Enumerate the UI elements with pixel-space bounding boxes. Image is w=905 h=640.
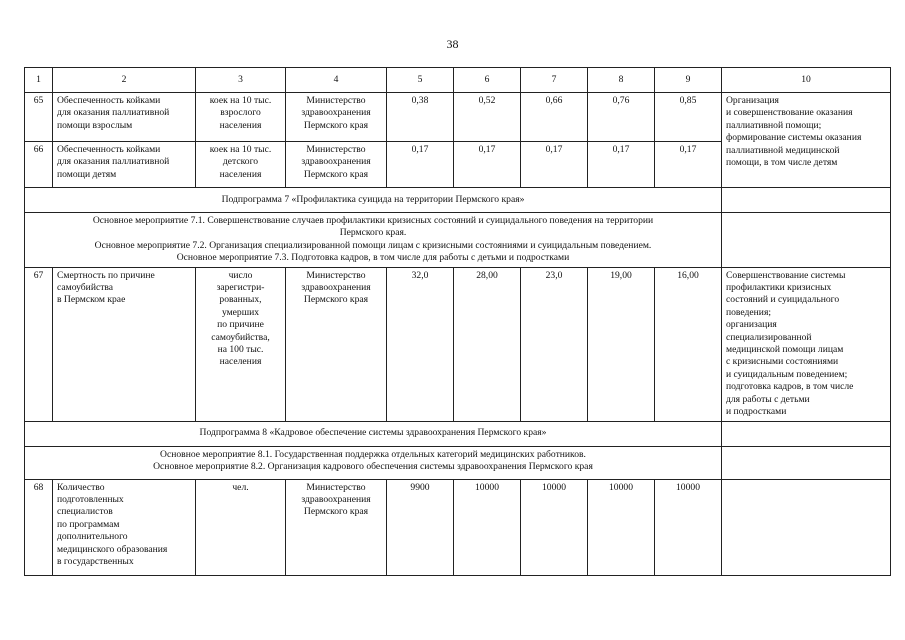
column-number: 9	[655, 68, 722, 93]
empty-cell	[722, 479, 891, 575]
column-number: 1	[25, 68, 53, 93]
empty-cell	[722, 213, 891, 268]
activities-row	[25, 446, 891, 479]
value-year-3: 0,17	[521, 142, 588, 188]
empty-cell	[722, 188, 891, 213]
value-year-4: 19,00	[588, 267, 655, 421]
value-year-5: 16,00	[655, 267, 722, 421]
indicator-name: Количество подготовленных специалистов по программам дополнительного медицинского образования в государственных	[53, 479, 196, 575]
value-year-2: 28,00	[454, 267, 521, 421]
page-number: 38	[446, 37, 459, 51]
value-year-5: 0,17	[655, 142, 722, 188]
value-year-1: 9900	[387, 479, 454, 575]
column-number: 4	[286, 68, 387, 93]
value-year-1: 0,38	[387, 93, 454, 142]
value-year-5: 0,85	[655, 93, 722, 142]
value-year-3: 23,0	[521, 267, 588, 421]
empty-cell	[722, 421, 891, 446]
value-year-3: 10000	[521, 479, 588, 575]
subprogram-row	[25, 421, 891, 446]
column-number-row	[25, 68, 891, 93]
column-number: 3	[196, 68, 286, 93]
responsible-org: Министерство здравоохранения Пермского края	[286, 479, 387, 575]
main-activities: Основное мероприятие 7.1. Совершенствование случаев профилактики кризисных состояний и суицидального поведения на территории Пермского края. Основное мероприятие 7.2. Организация специализированной помощи лицам с кризисными состояниями и суицидальным поведением. Основное мероприятие 7.3. Подготовка кадров, в том числе для работы с детьми и подростками	[25, 213, 722, 268]
main-activities: Основное мероприятие 8.1. Государственная поддержка отдельных категорий медицинских работников. Основное мероприятие 8.2. Организация кадрового обеспечения системы здравоохранения Пермского края	[25, 446, 722, 479]
column-number: 5	[387, 68, 454, 93]
value-year-2: 0,17	[454, 142, 521, 188]
value-year-3: 0,66	[521, 93, 588, 142]
table-row	[25, 93, 891, 142]
column-number: 7	[521, 68, 588, 93]
unit-of-measure: чел.	[196, 479, 286, 575]
value-year-4: 0,76	[588, 93, 655, 142]
subprogram-row	[25, 188, 891, 213]
column-number: 8	[588, 68, 655, 93]
value-year-1: 32,0	[387, 267, 454, 421]
responsible-org: Министерство здравоохранения Пермского края	[286, 142, 387, 188]
expected-result: Организация и совершенствование оказания паллиативной помощи; формирование системы оказания паллиативной медицинской помощи, в том числе детям	[722, 93, 891, 188]
subprogram-title: Подпрограмма 7 «Профилактика суицида на территории Пермского края»	[25, 188, 722, 213]
value-year-5: 10000	[655, 479, 722, 575]
row-number: 66	[25, 142, 53, 188]
table-row	[25, 267, 891, 421]
responsible-org: Министерство здравоохранения Пермского края	[286, 267, 387, 421]
responsible-org: Министерство здравоохранения Пермского края	[286, 93, 387, 142]
column-number: 10	[722, 68, 891, 93]
row-number: 68	[25, 479, 53, 575]
table-row	[25, 479, 891, 575]
indicator-name: Смертность по причине самоубийства в Пермском крае	[53, 267, 196, 421]
column-number: 6	[454, 68, 521, 93]
row-number: 67	[25, 267, 53, 421]
row-number: 65	[25, 93, 53, 142]
subprogram-title: Подпрограмма 8 «Кадровое обеспечение системы здравоохранения Пермского края»	[25, 421, 722, 446]
value-year-4: 0,17	[588, 142, 655, 188]
value-year-1: 0,17	[387, 142, 454, 188]
unit-of-measure: коек на 10 тыс. детского населения	[196, 142, 286, 188]
empty-cell	[722, 446, 891, 479]
value-year-2: 0,52	[454, 93, 521, 142]
unit-of-measure: коек на 10 тыс. взрослого населения	[196, 93, 286, 142]
indicator-name: Обеспеченность койками для оказания паллиативной помощи взрослым	[53, 93, 196, 142]
indicators-table	[24, 67, 891, 576]
activities-row	[25, 213, 891, 268]
value-year-2: 10000	[454, 479, 521, 575]
expected-result: Совершенствование системы профилактики кризисных состояний и суицидального поведения; организация специализированной медицинской помощи лицам с кризисными состояниями и суицидальным поведением; подготовка кадров, в том числе для работы с детьми и подростками	[722, 267, 891, 421]
unit-of-measure: число зарегистри- рованных, умерших по причине самоубийства, на 100 тыс. населения	[196, 267, 286, 421]
value-year-4: 10000	[588, 479, 655, 575]
column-number: 2	[53, 68, 196, 93]
indicator-name: Обеспеченность койками для оказания паллиативной помощи детям	[53, 142, 196, 188]
